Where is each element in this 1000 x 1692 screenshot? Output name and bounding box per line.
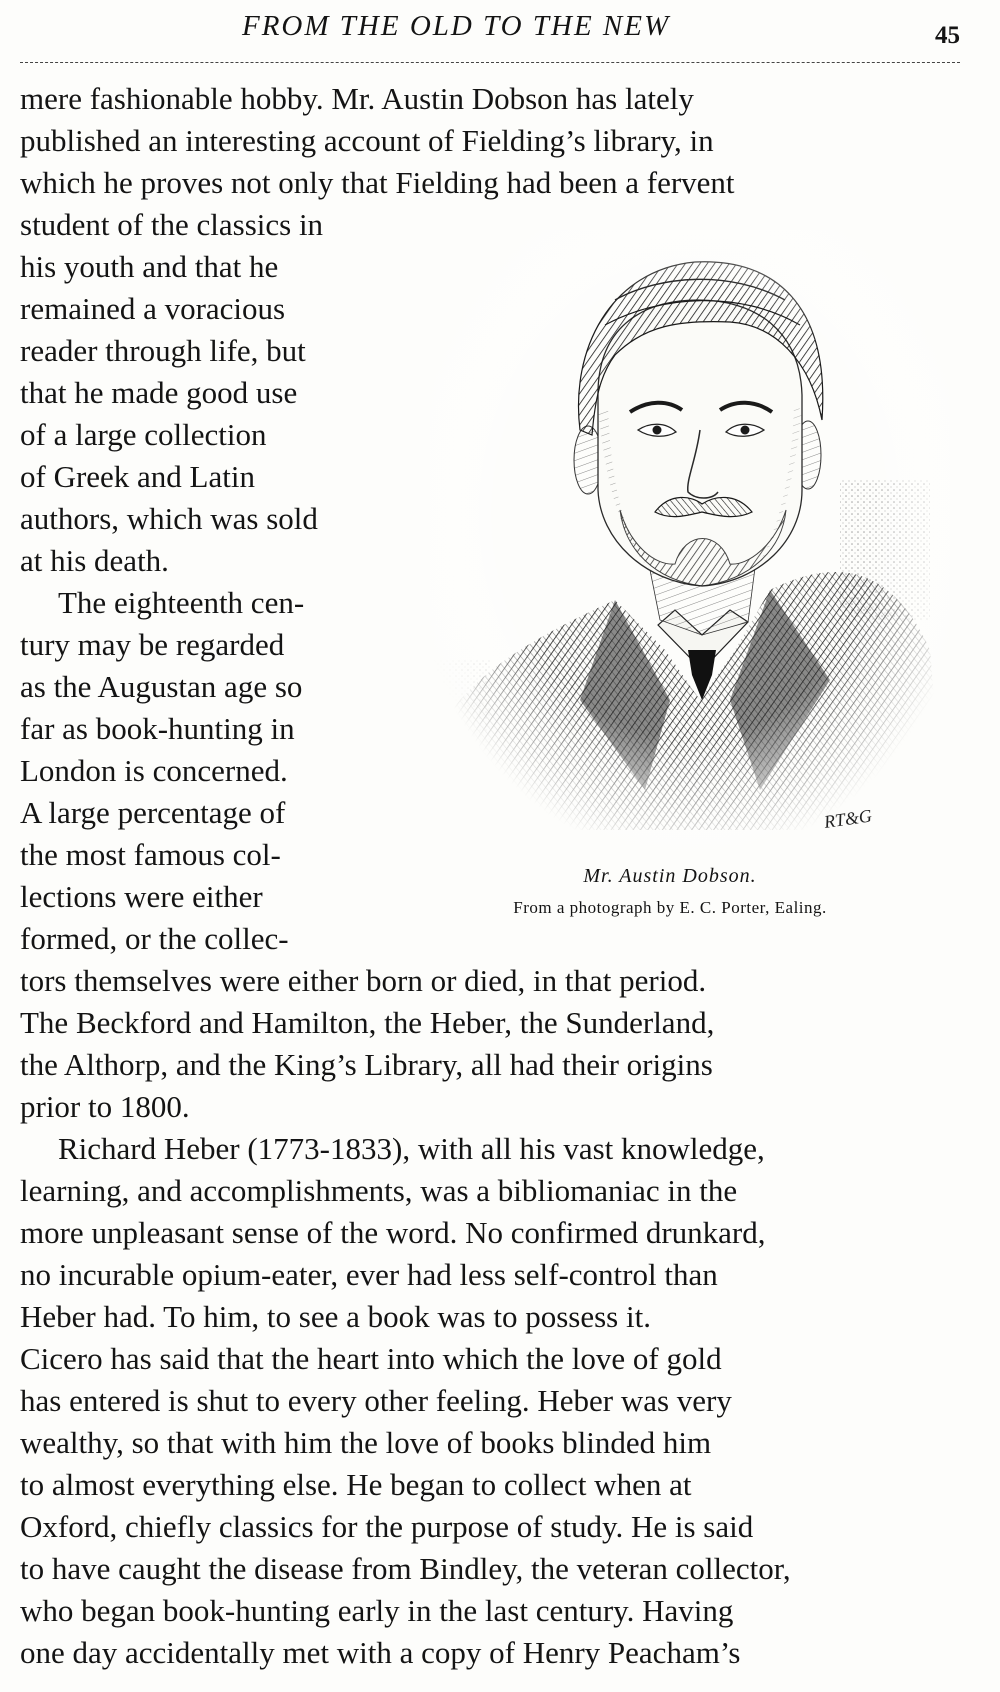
text-line: Richard Heber (1773-1833), with all his vast knowledge, (58, 1131, 765, 1166)
text-line: authors, which was sold (20, 501, 318, 536)
text-line: London is concerned. (20, 753, 288, 788)
engraved-portrait (430, 230, 950, 860)
text-line: of a large collection (20, 417, 267, 452)
text-line: the Althorp, and the King’s Library, all had their origins (20, 1047, 713, 1082)
portrait-figure (420, 220, 965, 925)
text-line: Oxford, chiefly classics for the purpose of study. He is said (20, 1509, 754, 1544)
text-line: wealthy, so that with him the love of books blinded him (20, 1425, 712, 1460)
caption-credit: From a photograph by E. C. Porter, Ealing. (513, 898, 827, 917)
text-line: as the Augustan age so (20, 669, 303, 704)
text-line: one day accidentally met with a copy of Henry Peacham’s (20, 1635, 741, 1670)
text-line: which he proves not only that Fielding had been a fervent (20, 165, 735, 200)
text-line: who began book-hunting early in the last century. Having (20, 1593, 734, 1628)
text-line: learning, and accomplishments, was a bibliomaniac in the (20, 1173, 738, 1208)
text-line: that he made good use (20, 375, 298, 410)
running-header (0, 8, 1000, 52)
text-line: at his death. (20, 543, 169, 578)
text-line: the most famous col- (20, 837, 281, 872)
text-line: of Greek and Latin (20, 459, 255, 494)
text-line: mere fashionable hobby. Mr. Austin Dobson has lately (20, 81, 694, 116)
text-line: published an interesting account of Fielding’s library, in (20, 123, 714, 158)
text-line: has entered is shut to every other feeling. Heber was very (20, 1383, 732, 1418)
text-line: reader through life, but (20, 333, 306, 368)
text-line: A large percentage of (20, 795, 286, 830)
text-line: lections were either (20, 879, 263, 914)
page-number: 45 (935, 22, 960, 49)
caption-title: Mr. Austin Dobson. (583, 865, 757, 887)
header-rule (20, 62, 960, 63)
engraver-mark: RT&G (822, 805, 874, 832)
text-line: The eighteenth cen- (58, 585, 305, 620)
text-line: prior to 1800. (20, 1089, 190, 1124)
text-line: formed, or the collec- (20, 921, 289, 956)
text-line: student of the classics in (20, 207, 324, 242)
text-line: The Beckford and Hamilton, the Heber, the Sunderland, (20, 1005, 715, 1040)
text-line: tors themselves were either born or died, in that period. (20, 963, 707, 998)
text-line: more unpleasant sense of the word. No confirmed drunkard, (20, 1215, 766, 1250)
running-title: FROM THE OLD TO THE NEW (242, 10, 671, 42)
text-line: his youth and that he (20, 249, 279, 284)
text-line: to have caught the disease from Bindley, the veteran collector, (20, 1551, 791, 1586)
text-line: Heber had. To him, to see a book was to possess it. (20, 1299, 651, 1334)
text-line: to almost everything else. He began to collect when at (20, 1467, 692, 1502)
text-line: Cicero has said that the heart into which the love of gold (20, 1341, 722, 1376)
text-line: no incurable opium-eater, ever had less self-control than (20, 1257, 718, 1292)
text-line: tury may be regarded (20, 627, 285, 662)
text-line: remained a voracious (20, 291, 286, 326)
text-line: far as book-hunting in (20, 711, 295, 746)
